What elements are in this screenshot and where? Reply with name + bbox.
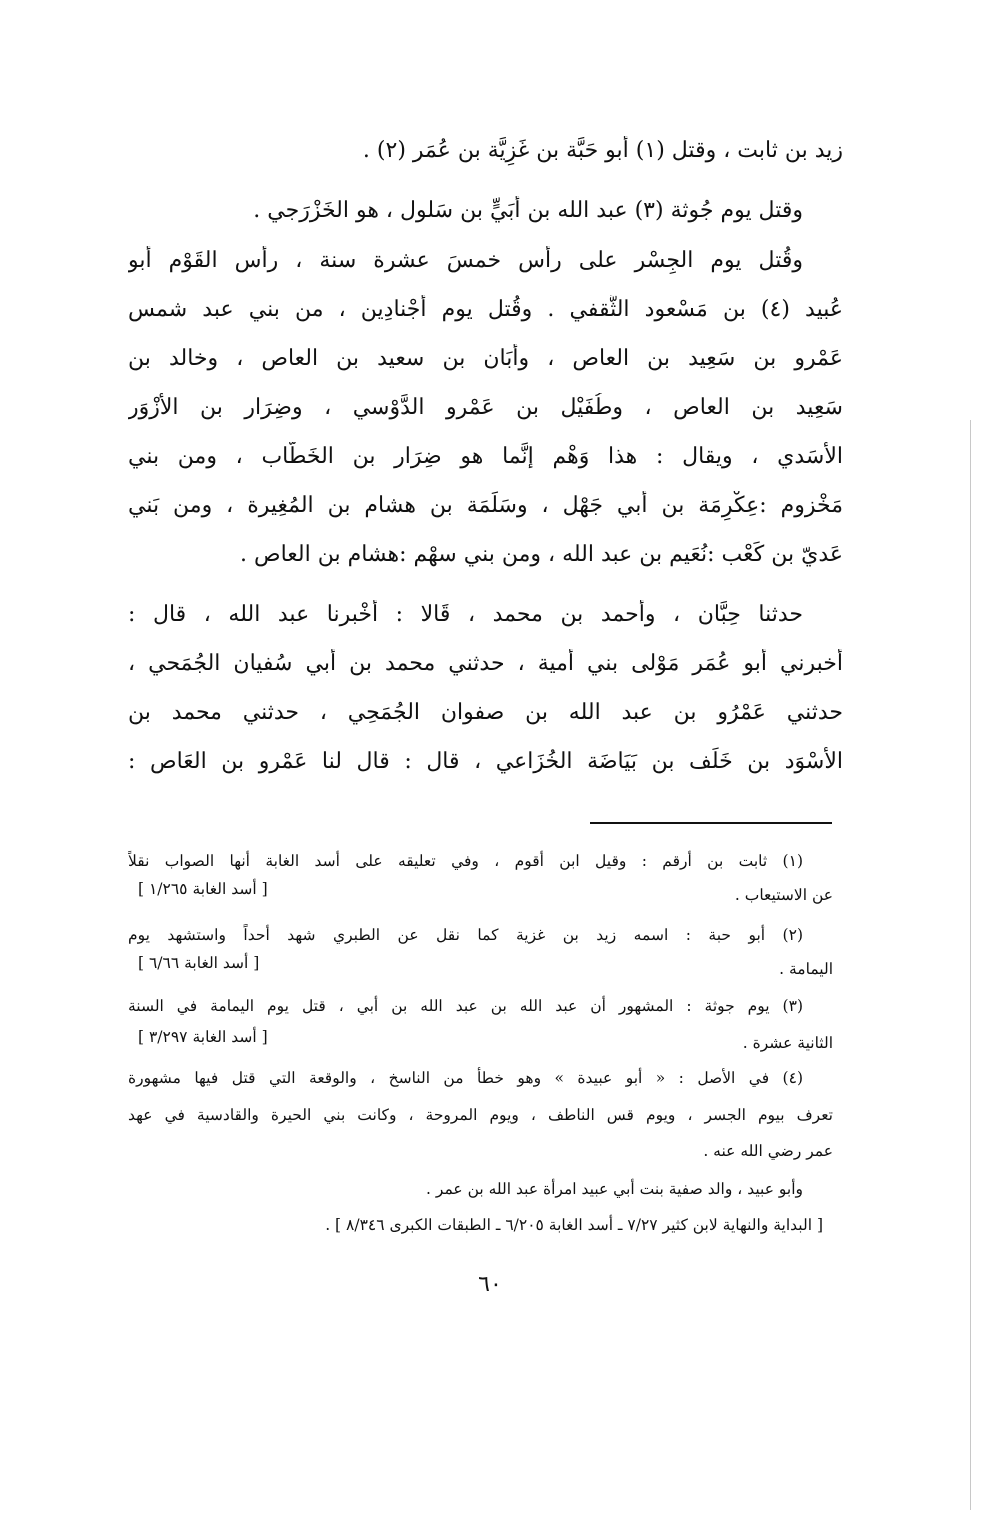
text-line: عَمْرو بن سَعِيد بن العاص ، وأَبَان بن سعيد بن العاص ، وخالد بن	[128, 346, 843, 371]
footnote-sources: [ البداية والنهاية لابن كثير ٧/٢٧ ـ أسد الغابة ٦/٢٠٥ ـ الطبقات الكبرى ٨/٣٤٦ ] .	[325, 1216, 823, 1234]
text-line: وقتل يوم جُوثة (٣) عبد الله بن أُبَيٍّ بن سَلول ، هو الخَزْرَجي .	[253, 198, 803, 223]
footnote-source: [ أسد الغابة ١/٢٦٥ ]	[138, 880, 268, 898]
footnote-line: عمر رضي الله عنه .	[703, 1142, 833, 1160]
footnote-line: (٤) في الأصل : « أبو عبيدة » وهو خطأ من الناسخ ، والوقعة التي قتل فيها مشهورة	[128, 1069, 803, 1087]
text-line: عُبيد (٤) بن مَسْعود الثَّقفي . وقُتل يوم أَجْنادِين ، من بني عبد شمس	[128, 297, 843, 322]
text-line: وقُتل يوم الجِسْر على رأس خمسَ عشرة سنة ، رأس القَوْم أبو	[128, 248, 803, 273]
footnote-line: تعرف بيوم الجسر ، ويوم قس الناطف ، ويوم المروحة ، وكانت بني الحيرة والقادسية في عهد	[128, 1106, 833, 1124]
text-line: أخبرني أبو عُمَر مَوْلى بني أمية ، حدثني محمد بن أبي سُفيان الجُمَحي ،	[128, 651, 843, 676]
page-number: ٦٠	[478, 1272, 502, 1297]
text-line: حدثني عَمْرُو بن عبد الله بن صفوان الجُمَحِي ، حدثني محمد بن	[128, 700, 843, 725]
footnote-line: (٣) يوم جوثة : المشهور أن عبد الله بن عبد الله بن أبي ، قتل يوم اليمامة في السنة	[128, 997, 803, 1015]
footnote-line: وأبو عبيد ، والد صفية بنت أبي عبيد امرأة عبد الله بن عمر .	[426, 1180, 803, 1198]
text-line: زيد بن ثابت ، وقتل (١) أبو حَبَّة بن غَزِيَّة بن عُمَر (٢) .	[362, 138, 843, 163]
text-line: الأَسْوَد بن خَلَف بن بَيَاضَة الخُزَاعي ، قال : قال لنا عَمْرو بن العَاص :	[128, 749, 843, 774]
footnote-line: اليمامة .	[779, 960, 833, 978]
footnote-separator	[590, 822, 832, 824]
footnote-line: (١) ثابت بن أرقم : وقيل ابن أقوم ، وفي تعليقه على أسد الغابة أنها الصواب نقلاً	[128, 852, 803, 870]
text-line: حدثنا حِبَّان ، وأحمد بن محمد ، قَالا : أَخْبرنا عبد الله ، قال :	[128, 602, 803, 627]
scan-edge-line	[970, 420, 971, 1510]
text-line: الأَسَدي ، ويقال : هذا وَهْم إنَّما هو ضِرَار بن الخَطّاب ، ومن بني	[128, 444, 843, 469]
text-line: سَعِيد بن العاص ، وطُفَيْل بن عَمْرو الدَّوْسي ، وضِرَار بن الأَزْوَر	[128, 395, 843, 420]
footnote-source: [ أسد الغابة ٣/٢٩٧ ]	[138, 1028, 268, 1046]
footnote-line: الثانية عشرة .	[742, 1034, 833, 1052]
footnote-line: عن الاستيعاب .	[734, 886, 833, 904]
text-line: مَخْزوم :عِكْرِمَة بن أبي جَهْل ، وسَلَمَة بن هشام بن المُغِيرة ، ومن بَني	[128, 493, 843, 518]
text-line: عَديّ بن كَعْب :نُعَيم بن عبد الله ، ومن بني سهْم :هشام بن العاص .	[240, 542, 843, 567]
footnote-line: (٢) أبو حبة : اسمه زيد بن غزية كما نقل عن الطبري شهد أحداً واستشهد يوم	[128, 926, 803, 944]
footnote-source: [ أسد الغابة ٦/٦٦ ]	[138, 954, 260, 972]
